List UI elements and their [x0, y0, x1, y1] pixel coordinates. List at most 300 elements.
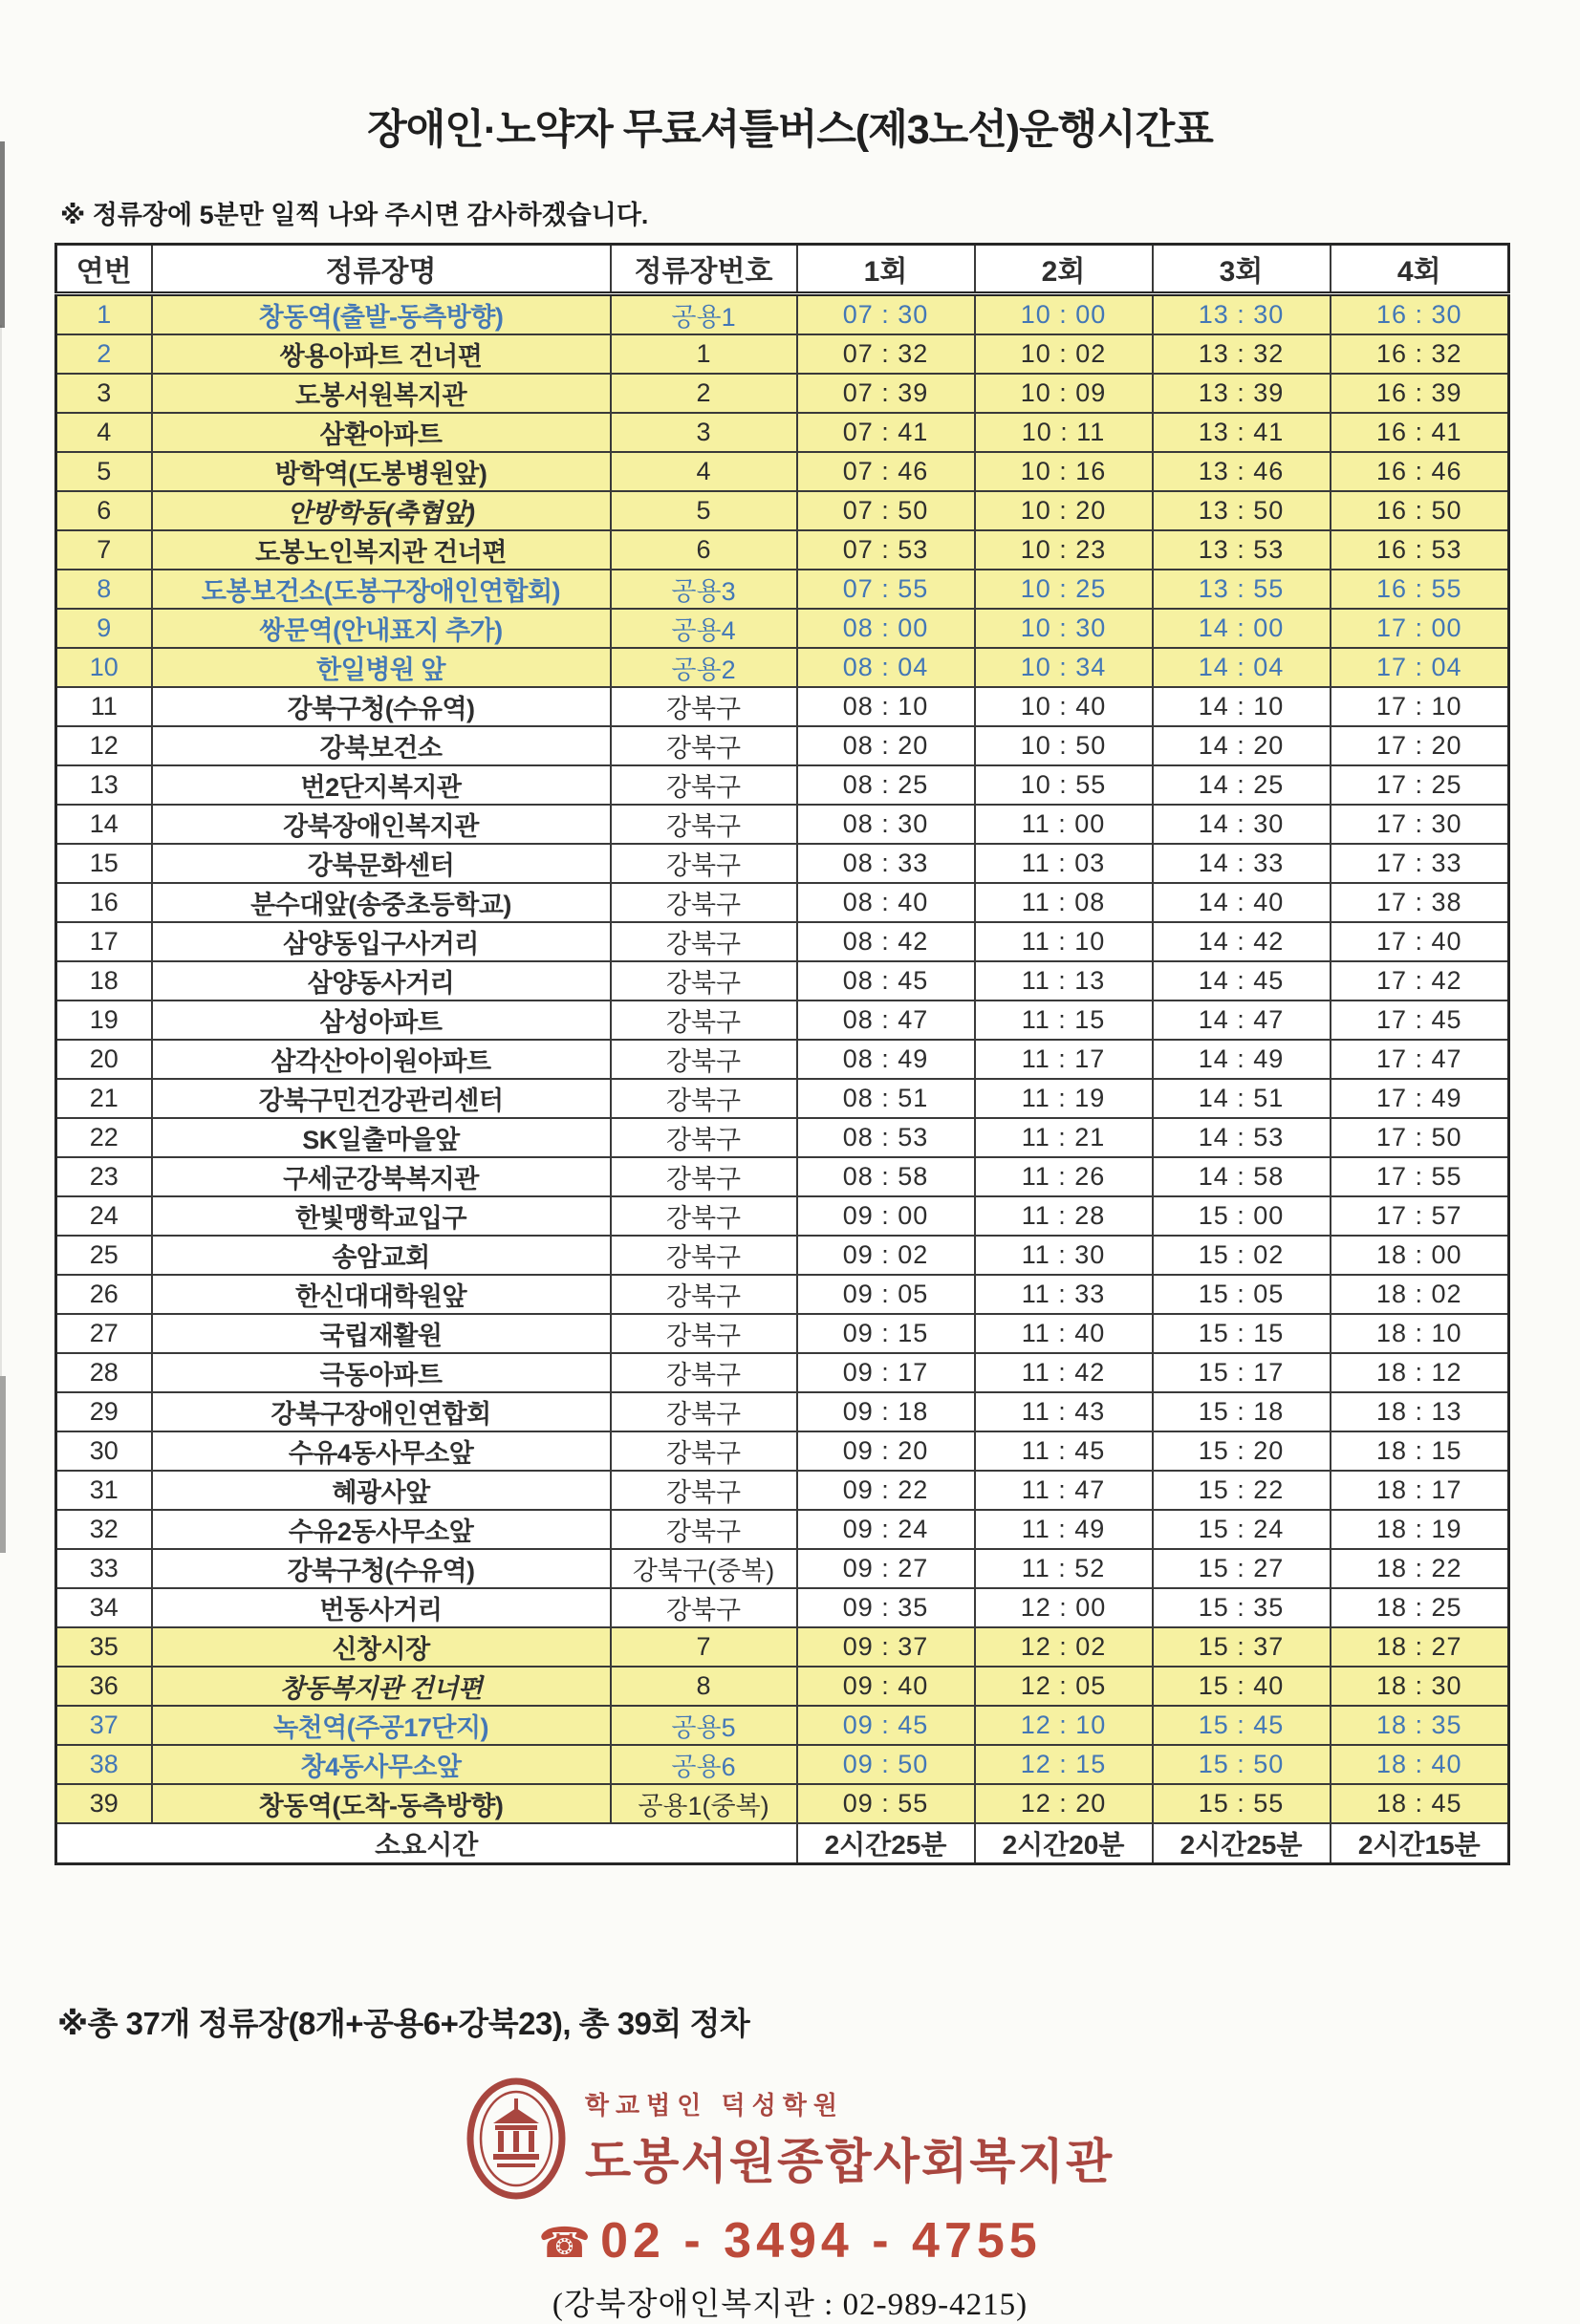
stop-name-cell: 창4동사무소앞: [152, 1745, 611, 1784]
stop-name-cell: 삼양동사거리: [152, 961, 611, 1001]
stop-name-cell: 강북장애인복지관: [152, 805, 611, 844]
serial-cell: 20: [56, 1040, 152, 1079]
time-cell: 14 : 20: [1153, 726, 1331, 765]
stop-name-cell: 수유4동사무소앞: [152, 1431, 611, 1471]
serial-cell: 17: [56, 922, 152, 961]
time-cell: 08 : 51: [797, 1079, 975, 1118]
phone-line: [0, 2212, 1580, 2270]
serial-cell: 18: [56, 961, 152, 1001]
stop-name-cell: 구세군강북복지관: [152, 1157, 611, 1196]
time-cell: 11 : 45: [975, 1431, 1153, 1471]
stop-number-cell: 강북구: [611, 1079, 797, 1118]
table-row: [56, 1431, 1509, 1471]
table-row: [56, 1588, 1509, 1627]
table-row: [56, 1353, 1509, 1392]
time-cell: 11 : 10: [975, 922, 1153, 961]
stop-number-cell: 강북구: [611, 1431, 797, 1471]
stop-name-cell: 강북구민건강관리센터: [152, 1079, 611, 1118]
time-cell: 10 : 09: [975, 374, 1153, 413]
stop-number-cell: 강북구: [611, 1157, 797, 1196]
org-foundation-name: 학교법인 덕성학원: [584, 2090, 844, 2120]
stop-name-cell: 쌍문역(안내표지 추가): [152, 609, 611, 648]
time-cell: 15 : 22: [1153, 1471, 1331, 1510]
serial-cell: 21: [56, 1079, 152, 1118]
time-cell: 07 : 39: [797, 374, 975, 413]
time-cell: 09 : 37: [797, 1627, 975, 1667]
stop-number-cell: 강북구: [611, 1118, 797, 1157]
stop-number-cell: 강북구: [611, 922, 797, 961]
secondary-phone: (강북장애인복지관 : 02-989-4215): [552, 2288, 1028, 2322]
time-cell: 11 : 42: [975, 1353, 1153, 1392]
time-cell: 13 : 50: [1153, 491, 1331, 530]
time-cell: 18 : 22: [1331, 1549, 1509, 1588]
serial-cell: 12: [56, 726, 152, 765]
time-cell: 18 : 10: [1331, 1314, 1509, 1353]
org-text-block: [585, 2086, 1114, 2192]
time-cell: 14 : 33: [1153, 844, 1331, 883]
table-row: [56, 1627, 1509, 1667]
time-cell: 10 : 23: [975, 530, 1153, 570]
time-cell: 09 : 02: [797, 1236, 975, 1275]
phone-number: 02 - 3494 - 4755: [600, 2213, 1042, 2269]
table-row: [56, 1471, 1509, 1510]
time-cell: 10 : 25: [975, 570, 1153, 609]
stop-number-cell: 3: [611, 413, 797, 452]
duration-row: [56, 1823, 1509, 1864]
scan-artifact: [0, 1376, 6, 1553]
time-cell: 10 : 00: [975, 294, 1153, 335]
stop-name-cell: 강북구청(수유역): [152, 687, 611, 726]
time-cell: 18 : 15: [1331, 1431, 1509, 1471]
serial-cell: 30: [56, 1431, 152, 1471]
serial-cell: 22: [56, 1118, 152, 1157]
table-row: [56, 1275, 1509, 1314]
time-cell: 15 : 02: [1153, 1236, 1331, 1275]
stop-name-cell: SK일출마을앞: [152, 1118, 611, 1157]
serial-cell: 28: [56, 1353, 152, 1392]
org-identity: [0, 2077, 1580, 2201]
time-cell: 08 : 10: [797, 687, 975, 726]
serial-cell: 39: [56, 1784, 152, 1823]
time-cell: 07 : 30: [797, 294, 975, 335]
time-cell: 15 : 40: [1153, 1667, 1331, 1706]
stop-number-cell: 강북구: [611, 1588, 797, 1627]
column-header: 정류장명: [152, 245, 611, 294]
time-cell: 17 : 40: [1331, 922, 1509, 961]
time-cell: 16 : 39: [1331, 374, 1509, 413]
time-cell: 16 : 50: [1331, 491, 1509, 530]
scan-artifact: [0, 141, 5, 328]
time-cell: 13 : 41: [1153, 413, 1331, 452]
stop-number-cell: 1: [611, 334, 797, 374]
time-cell: 12 : 02: [975, 1627, 1153, 1667]
time-cell: 18 : 13: [1331, 1392, 1509, 1431]
duration-value-cell: 2시간25분: [1153, 1823, 1331, 1864]
time-cell: 14 : 00: [1153, 609, 1331, 648]
time-cell: 09 : 18: [797, 1392, 975, 1431]
time-cell: 09 : 00: [797, 1196, 975, 1236]
time-cell: 13 : 30: [1153, 294, 1331, 335]
time-cell: 08 : 20: [797, 726, 975, 765]
serial-cell: 38: [56, 1745, 152, 1784]
serial-cell: 27: [56, 1314, 152, 1353]
stop-name-cell: 혜광사앞: [152, 1471, 611, 1510]
stop-number-cell: 강북구: [611, 1471, 797, 1510]
table-row: [56, 1118, 1509, 1157]
serial-cell: 4: [56, 413, 152, 452]
time-cell: 08 : 40: [797, 883, 975, 922]
time-cell: 11 : 43: [975, 1392, 1153, 1431]
serial-cell: 1: [56, 294, 152, 335]
serial-cell: 8: [56, 570, 152, 609]
time-cell: 16 : 41: [1331, 413, 1509, 452]
stop-name-cell: 강북문화센터: [152, 844, 611, 883]
stop-name-cell: 도봉보건소(도봉구장애인연합회): [152, 570, 611, 609]
stop-name-cell: 극동아파트: [152, 1353, 611, 1392]
time-cell: 16 : 46: [1331, 452, 1509, 491]
column-header: 2회: [975, 245, 1153, 294]
time-cell: 12 : 15: [975, 1745, 1153, 1784]
stop-number-cell: 6: [611, 530, 797, 570]
stop-name-cell: 창동복지관 건너편: [152, 1667, 611, 1706]
telephone-icon: ☎: [538, 2220, 592, 2267]
time-cell: 12 : 00: [975, 1588, 1153, 1627]
serial-cell: 3: [56, 374, 152, 413]
duration-value-cell: 2시간25분: [797, 1823, 975, 1864]
time-cell: 15 : 27: [1153, 1549, 1331, 1588]
time-cell: 13 : 55: [1153, 570, 1331, 609]
time-cell: 17 : 50: [1331, 1118, 1509, 1157]
serial-cell: 31: [56, 1471, 152, 1510]
serial-cell: 13: [56, 765, 152, 805]
timetable-header-row: [56, 245, 1509, 294]
org-emblem-logo: [466, 2077, 566, 2201]
time-cell: 18 : 12: [1331, 1353, 1509, 1392]
stop-name-cell: 안방학동(축협앞): [152, 491, 611, 530]
time-cell: 18 : 40: [1331, 1745, 1509, 1784]
time-cell: 10 : 34: [975, 648, 1153, 687]
stop-number-cell: 강북구: [611, 1353, 797, 1392]
stop-name-cell: 도봉노인복지관 건너편: [152, 530, 611, 570]
time-cell: 08 : 58: [797, 1157, 975, 1196]
column-header: 3회: [1153, 245, 1331, 294]
serial-cell: 25: [56, 1236, 152, 1275]
table-row: [56, 922, 1509, 961]
stop-number-cell: 7: [611, 1627, 797, 1667]
time-cell: 07 : 55: [797, 570, 975, 609]
time-cell: 11 : 15: [975, 1001, 1153, 1040]
table-row: [56, 1745, 1509, 1784]
time-cell: 15 : 05: [1153, 1275, 1331, 1314]
time-cell: 08 : 33: [797, 844, 975, 883]
stop-name-cell: 강북구장애인연합회: [152, 1392, 611, 1431]
stop-number-cell: 강북구: [611, 805, 797, 844]
time-cell: 07 : 50: [797, 491, 975, 530]
stop-name-cell: 녹천역(주공17단지): [152, 1706, 611, 1745]
table-row: [56, 1549, 1509, 1588]
stop-name-cell: 한빛맹학교입구: [152, 1196, 611, 1236]
column-header: 연번: [56, 245, 152, 294]
time-cell: 15 : 18: [1153, 1392, 1331, 1431]
table-row: [56, 1040, 1509, 1079]
stop-name-cell: 창동역(도착-동측방향): [152, 1784, 611, 1823]
table-row: [56, 609, 1509, 648]
stop-name-cell: 삼양동입구사거리: [152, 922, 611, 961]
table-row: [56, 452, 1509, 491]
page-title: 장애인·노약자 무료셔틀버스(제3노선)운행시간표: [367, 107, 1213, 153]
serial-cell: 23: [56, 1157, 152, 1196]
time-cell: 18 : 17: [1331, 1471, 1509, 1510]
serial-cell: 36: [56, 1667, 152, 1706]
time-cell: 08 : 49: [797, 1040, 975, 1079]
time-cell: 09 : 17: [797, 1353, 975, 1392]
time-cell: 17 : 49: [1331, 1079, 1509, 1118]
serial-cell: 37: [56, 1706, 152, 1745]
stop-name-cell: 삼성아파트: [152, 1001, 611, 1040]
time-cell: 18 : 25: [1331, 1588, 1509, 1627]
table-row: [56, 570, 1509, 609]
table-row: [56, 374, 1509, 413]
time-cell: 14 : 45: [1153, 961, 1331, 1001]
time-cell: 11 : 40: [975, 1314, 1153, 1353]
org-name: 도봉서원종합사회복지관: [584, 2134, 1115, 2188]
stop-name-cell: 번동사거리: [152, 1588, 611, 1627]
stop-number-cell: 공용6: [611, 1745, 797, 1784]
stop-name-cell: 쌍용아파트 건너편: [152, 334, 611, 374]
stop-number-cell: 강북구: [611, 1392, 797, 1431]
time-cell: 14 : 49: [1153, 1040, 1331, 1079]
time-cell: 17 : 10: [1331, 687, 1509, 726]
serial-cell: 14: [56, 805, 152, 844]
time-cell: 18 : 30: [1331, 1667, 1509, 1706]
time-cell: 18 : 00: [1331, 1236, 1509, 1275]
stop-number-cell: 공용1(중복): [611, 1784, 797, 1823]
stop-number-cell: 4: [611, 452, 797, 491]
serial-cell: 33: [56, 1549, 152, 1588]
stop-number-cell: 강북구: [611, 687, 797, 726]
time-cell: 11 : 26: [975, 1157, 1153, 1196]
serial-cell: 10: [56, 648, 152, 687]
time-cell: 09 : 40: [797, 1667, 975, 1706]
stop-name-cell: 방학역(도봉병원앞): [152, 452, 611, 491]
time-cell: 17 : 55: [1331, 1157, 1509, 1196]
time-cell: 10 : 20: [975, 491, 1153, 530]
org-footer: [0, 2077, 1580, 2324]
column-header: 1회: [797, 245, 975, 294]
time-cell: 10 : 16: [975, 452, 1153, 491]
stop-name-cell: 분수대앞(송중초등학교): [152, 883, 611, 922]
time-cell: 12 : 10: [975, 1706, 1153, 1745]
scan-artifact: [0, 325, 2, 1376]
table-row: [56, 765, 1509, 805]
time-cell: 14 : 30: [1153, 805, 1331, 844]
serial-cell: 11: [56, 687, 152, 726]
time-cell: 15 : 50: [1153, 1745, 1331, 1784]
time-cell: 11 : 17: [975, 1040, 1153, 1079]
stop-number-cell: 공용4: [611, 609, 797, 648]
time-cell: 15 : 55: [1153, 1784, 1331, 1823]
table-row: [56, 844, 1509, 883]
time-cell: 15 : 17: [1153, 1353, 1331, 1392]
time-cell: 16 : 32: [1331, 334, 1509, 374]
serial-cell: 35: [56, 1627, 152, 1667]
time-cell: 11 : 33: [975, 1275, 1153, 1314]
time-cell: 12 : 05: [975, 1667, 1153, 1706]
time-cell: 15 : 45: [1153, 1706, 1331, 1745]
table-row: [56, 648, 1509, 687]
time-cell: 14 : 47: [1153, 1001, 1331, 1040]
time-cell: 09 : 45: [797, 1706, 975, 1745]
time-cell: 07 : 32: [797, 334, 975, 374]
time-cell: 17 : 20: [1331, 726, 1509, 765]
time-cell: 09 : 24: [797, 1510, 975, 1549]
time-cell: 14 : 58: [1153, 1157, 1331, 1196]
time-cell: 09 : 20: [797, 1431, 975, 1471]
stop-number-cell: 강북구: [611, 961, 797, 1001]
time-cell: 18 : 02: [1331, 1275, 1509, 1314]
time-cell: 13 : 53: [1153, 530, 1331, 570]
stop-name-cell: 강북구청(수유역): [152, 1549, 611, 1588]
stop-number-cell: 강북구: [611, 1040, 797, 1079]
table-row: [56, 413, 1509, 452]
table-row: [56, 1706, 1509, 1745]
time-cell: 17 : 00: [1331, 609, 1509, 648]
stop-number-cell: 강북구(중복): [611, 1549, 797, 1588]
table-row: [56, 805, 1509, 844]
table-row: [56, 1314, 1509, 1353]
time-cell: 09 : 35: [797, 1588, 975, 1627]
table-row: [56, 1510, 1509, 1549]
stop-number-cell: 강북구: [611, 1314, 797, 1353]
table-row: [56, 1001, 1509, 1040]
table-row: [56, 530, 1509, 570]
time-cell: 15 : 37: [1153, 1627, 1331, 1667]
stop-number-cell: 5: [611, 491, 797, 530]
table-row: [56, 883, 1509, 922]
stop-name-cell: 삼환아파트: [152, 413, 611, 452]
table-row: [56, 1392, 1509, 1431]
stop-number-cell: 강북구: [611, 844, 797, 883]
stop-number-cell: 공용3: [611, 570, 797, 609]
table-row: [56, 961, 1509, 1001]
time-cell: 14 : 10: [1153, 687, 1331, 726]
time-cell: 10 : 40: [975, 687, 1153, 726]
stop-name-cell: 번2단지복지관: [152, 765, 611, 805]
time-cell: 14 : 25: [1153, 765, 1331, 805]
table-row: [56, 1236, 1509, 1275]
time-cell: 10 : 50: [975, 726, 1153, 765]
time-cell: 08 : 04: [797, 648, 975, 687]
stop-name-cell: 도봉서원복지관: [152, 374, 611, 413]
stop-number-cell: 강북구: [611, 1275, 797, 1314]
serial-cell: 15: [56, 844, 152, 883]
time-cell: 14 : 53: [1153, 1118, 1331, 1157]
time-cell: 17 : 47: [1331, 1040, 1509, 1079]
time-cell: 16 : 53: [1331, 530, 1509, 570]
time-cell: 18 : 19: [1331, 1510, 1509, 1549]
time-cell: 09 : 22: [797, 1471, 975, 1510]
time-cell: 08 : 42: [797, 922, 975, 961]
time-cell: 12 : 20: [975, 1784, 1153, 1823]
summary-note: ※총 37개 정류장(8개+공용6+강북23), 총 39회 정차: [57, 2006, 750, 2041]
table-row: [56, 1079, 1509, 1118]
table-row: [56, 294, 1509, 335]
time-cell: 10 : 30: [975, 609, 1153, 648]
column-header: 정류장번호: [611, 245, 797, 294]
table-row: [56, 1196, 1509, 1236]
time-cell: 11 : 19: [975, 1079, 1153, 1118]
time-cell: 18 : 35: [1331, 1706, 1509, 1745]
stop-number-cell: 강북구: [611, 1236, 797, 1275]
time-cell: 09 : 05: [797, 1275, 975, 1314]
time-cell: 17 : 42: [1331, 961, 1509, 1001]
time-cell: 16 : 30: [1331, 294, 1509, 335]
serial-cell: 24: [56, 1196, 152, 1236]
table-row: [56, 334, 1509, 374]
duration-value-cell: 2시간15분: [1331, 1823, 1509, 1864]
time-cell: 10 : 55: [975, 765, 1153, 805]
time-cell: 11 : 08: [975, 883, 1153, 922]
time-cell: 11 : 21: [975, 1118, 1153, 1157]
serial-cell: 34: [56, 1588, 152, 1627]
time-cell: 15 : 24: [1153, 1510, 1331, 1549]
stop-number-cell: 공용1: [611, 294, 797, 335]
duration-value-cell: 2시간20분: [975, 1823, 1153, 1864]
duration-label-cell: 소요시간: [56, 1823, 797, 1864]
time-cell: 13 : 32: [1153, 334, 1331, 374]
time-cell: 08 : 47: [797, 1001, 975, 1040]
stop-number-cell: 공용5: [611, 1706, 797, 1745]
table-row: [56, 1784, 1509, 1823]
time-cell: 14 : 42: [1153, 922, 1331, 961]
time-cell: 17 : 30: [1331, 805, 1509, 844]
stop-number-cell: 강북구: [611, 1510, 797, 1549]
stop-number-cell: 공용2: [611, 648, 797, 687]
serial-cell: 9: [56, 609, 152, 648]
time-cell: 13 : 39: [1153, 374, 1331, 413]
time-cell: 11 : 13: [975, 961, 1153, 1001]
time-cell: 14 : 04: [1153, 648, 1331, 687]
time-cell: 15 : 35: [1153, 1588, 1331, 1627]
serial-cell: 2: [56, 334, 152, 374]
stop-name-cell: 송암교회: [152, 1236, 611, 1275]
serial-cell: 16: [56, 883, 152, 922]
time-cell: 08 : 30: [797, 805, 975, 844]
time-cell: 09 : 55: [797, 1784, 975, 1823]
time-cell: 11 : 52: [975, 1549, 1153, 1588]
shuttle-timetable: [54, 243, 1510, 1865]
serial-cell: 29: [56, 1392, 152, 1431]
time-cell: 14 : 51: [1153, 1079, 1331, 1118]
time-cell: 11 : 49: [975, 1510, 1153, 1549]
time-cell: 11 : 00: [975, 805, 1153, 844]
serial-cell: 5: [56, 452, 152, 491]
stop-number-cell: 강북구: [611, 765, 797, 805]
time-cell: 17 : 25: [1331, 765, 1509, 805]
time-cell: 13 : 46: [1153, 452, 1331, 491]
time-cell: 11 : 03: [975, 844, 1153, 883]
serial-cell: 19: [56, 1001, 152, 1040]
stop-number-cell: 2: [611, 374, 797, 413]
time-cell: 09 : 15: [797, 1314, 975, 1353]
stop-name-cell: 국립재활원: [152, 1314, 611, 1353]
time-cell: 08 : 45: [797, 961, 975, 1001]
time-cell: 07 : 46: [797, 452, 975, 491]
serial-cell: 26: [56, 1275, 152, 1314]
stop-number-cell: 강북구: [611, 1001, 797, 1040]
stop-number-cell: 강북구: [611, 726, 797, 765]
time-cell: 18 : 27: [1331, 1627, 1509, 1667]
